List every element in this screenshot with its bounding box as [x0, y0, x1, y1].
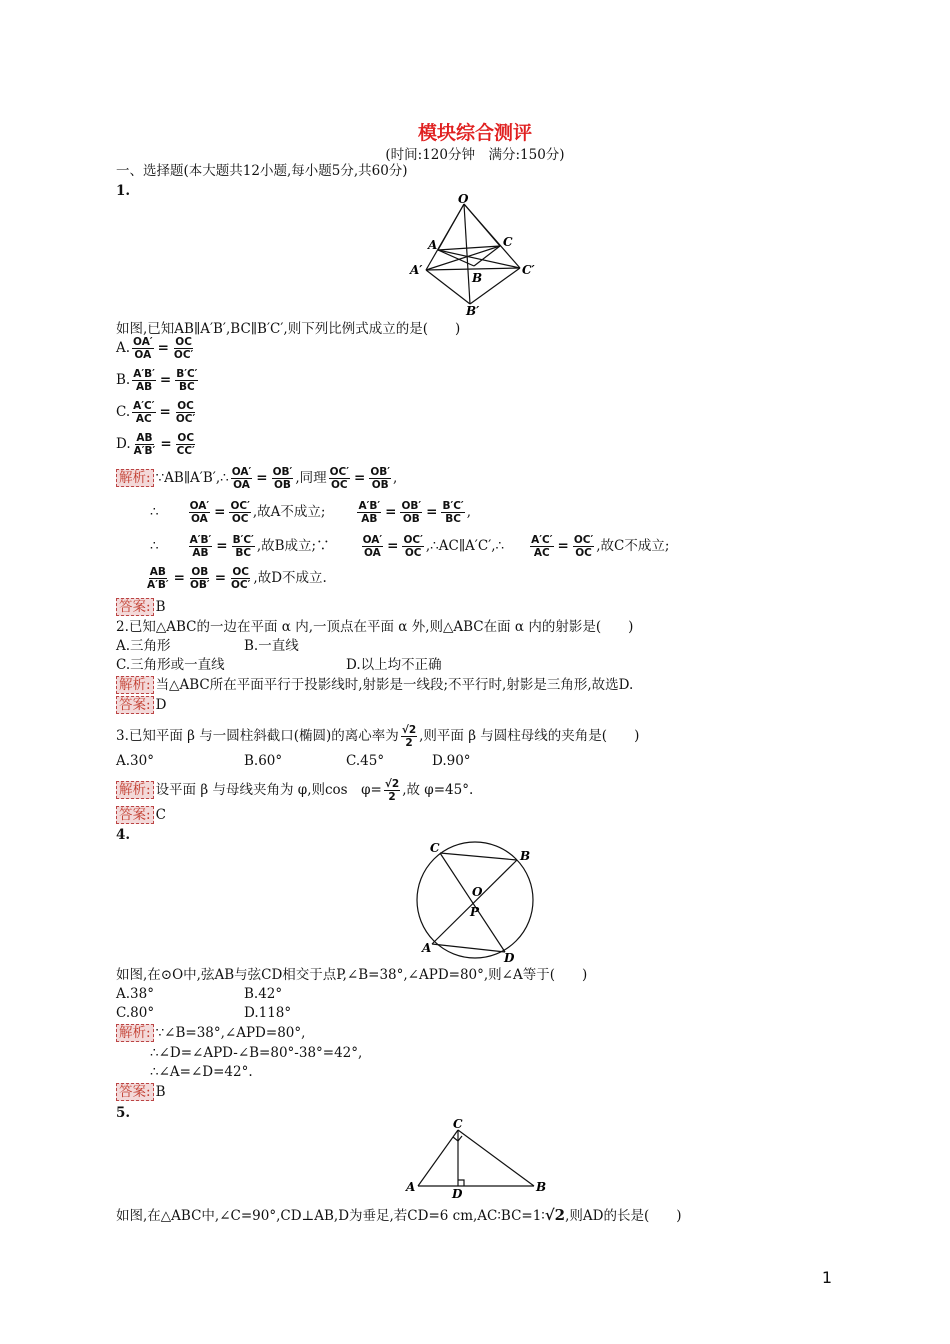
- q4-label-B: B: [520, 849, 531, 863]
- q4-figure: [412, 840, 542, 966]
- q4-analysis-line2: ∴∠D=∠APD-∠B=80°-38°=42°,: [150, 1045, 363, 1061]
- page-subtitle: (时间:120分钟 满分:150分): [385, 147, 565, 163]
- q1-option-b: B. $\frac{A'B'}{AB}$ = $\frac{B'C'}{BC}$: [116, 368, 198, 393]
- q5-stem: 如图,在△ABC中,∠C=90°,CD⊥AB,D为垂足,若CD=6 cm,AC∶BC=1∶√2,则AD的长是( ): [116, 1206, 682, 1224]
- q3-stem: 3.已知平面 β 与一圆柱斜截口(椭圆)的离心率为 $\frac{√2}{2}$ ,则平面 β 与圆柱母线的夹角是( ): [116, 724, 640, 749]
- q4-answer: 答案: B: [116, 1083, 165, 1101]
- q1-label-C-prime: C′: [522, 263, 535, 277]
- q5-number: 5.: [116, 1105, 131, 1121]
- answer-tag: 答案:: [116, 598, 154, 616]
- q1-analysis-line3: ∴ $\frac{A'B'}{AB}$ = $\frac{B'C'}{BC}$ ,故B成立;∵ $\frac{OA'}{OA}$ = $\frac{OC'}{OC}$ ,∴AC∥A′C′,∴ $\frac{A'C'}{AC}$ = $\frac{OC'}{OC}$ ,故C不成立;: [150, 534, 670, 559]
- q1-analysis-line4: $\frac{AB}{A'B'}$ = $\frac{OB}{OB'}$ = $\frac{OC}{OC'}$ ,故D不成立.: [147, 566, 327, 591]
- q3-option-c: C.45°: [346, 753, 385, 769]
- q1-option-a: A. $\frac{OA'}{OA}$ = $\frac{OC}{OC'}$: [116, 336, 194, 361]
- q4-option-b: B.42°: [244, 986, 283, 1002]
- q1-stem: 如图,已知AB∥A′B′,BC∥B′C′,则下列比例式成立的是( ): [116, 321, 461, 337]
- q4-analysis-line1: 解析: ∵∠B=38°,∠APD=80°,: [116, 1024, 305, 1042]
- q4-stem: 如图,在⊙O中,弦AB与弦CD相交于点P,∠B=38°,∠APD=80°,则∠A等于( ): [116, 967, 588, 983]
- q5-label-A: A: [406, 1180, 416, 1194]
- q4-analysis-line3: ∴∠A=∠D=42°.: [150, 1064, 253, 1080]
- q4-label-A: A: [422, 941, 432, 955]
- q5-label-C: C: [453, 1117, 463, 1131]
- q1-analysis-line1: 解析: ∵AB∥A′B′,∴ $\frac{OA'}{OA}$ = $\frac{OB'}{OB}$ ,同理 $\frac{OC'}{OC}$ = $\frac{OB'}{OB}$ ,: [116, 466, 397, 491]
- q4-label-D: D: [504, 951, 515, 965]
- q3-option-a: A.30°: [116, 753, 154, 769]
- q2-answer: 答案: D: [116, 696, 166, 714]
- q1-label-C: C: [503, 235, 513, 249]
- q2-option-c: C.三角形或一直线: [116, 657, 225, 673]
- q2-option-b: B.一直线: [244, 638, 299, 654]
- q1-figure: [408, 194, 548, 316]
- q2-stem: 2.已知△ABC的一边在平面 α 内,一顶点在平面 α 外,则△ABC在面 α 内的射影是( ): [116, 619, 634, 635]
- q3-analysis: 解析: 设平面 β 与母线夹角为 φ,则cos φ= $\frac{√2}{2}$ ,故 φ=45°.: [116, 778, 473, 803]
- analysis-tag: 解析:: [116, 469, 154, 487]
- q1-analysis-line2: ∴ $\frac{OA'}{OA}$ = $\frac{OC'}{OC}$ ,故A不成立; $\frac{A'B'}{AB}$ = $\frac{OB'}{OB}$ = $\frac{B'C'}{BC}$ ,: [150, 500, 471, 525]
- q4-option-d: D.118°: [244, 1005, 292, 1021]
- q4-option-c: C.80°: [116, 1005, 155, 1021]
- q3-option-b: B.60°: [244, 753, 283, 769]
- q1-label-B: B: [472, 271, 483, 285]
- section-heading: 一、选择题(本大题共12小题,每小题5分,共60分): [116, 163, 408, 179]
- q4-label-P: P: [470, 905, 480, 919]
- q5-label-D: D: [452, 1187, 463, 1201]
- q1-label-B-prime: B′: [466, 304, 480, 316]
- q2-option-d: D.以上均不正确: [346, 657, 442, 673]
- q4-number: 4.: [116, 827, 131, 843]
- page-title: 模块综合测评: [417, 122, 532, 144]
- q3-answer: 答案: C: [116, 806, 166, 824]
- q4-label-C: C: [430, 841, 440, 855]
- q4-label-O: O: [472, 885, 483, 899]
- q5-figure: [400, 1116, 560, 1202]
- q1-option-d: D. $\frac{AB}{A'B'}$ = $\frac{OC}{CC'}$: [116, 432, 195, 457]
- q5-label-B: B: [536, 1180, 547, 1194]
- q4-option-a: A.38°: [116, 986, 154, 1002]
- page-number: 1: [821, 1268, 832, 1287]
- q3-option-d: D.90°: [432, 753, 471, 769]
- q2-analysis: 解析: 当△ABC所在平面平行于投影线时,射影是一线段;不平行时,射影是三角形,故选D.: [116, 676, 633, 694]
- q1-answer: 答案: B: [116, 598, 165, 616]
- q1-label-A-prime: A′: [410, 263, 423, 277]
- q1-option-c: C. $\frac{A'C'}{AC}$ = $\frac{OC}{OC'}$: [116, 400, 196, 425]
- q2-option-a: A.三角形: [116, 638, 171, 654]
- q1-label-A: A: [428, 238, 438, 252]
- q1-number: 1.: [116, 183, 131, 199]
- q1-label-O: O: [458, 194, 469, 206]
